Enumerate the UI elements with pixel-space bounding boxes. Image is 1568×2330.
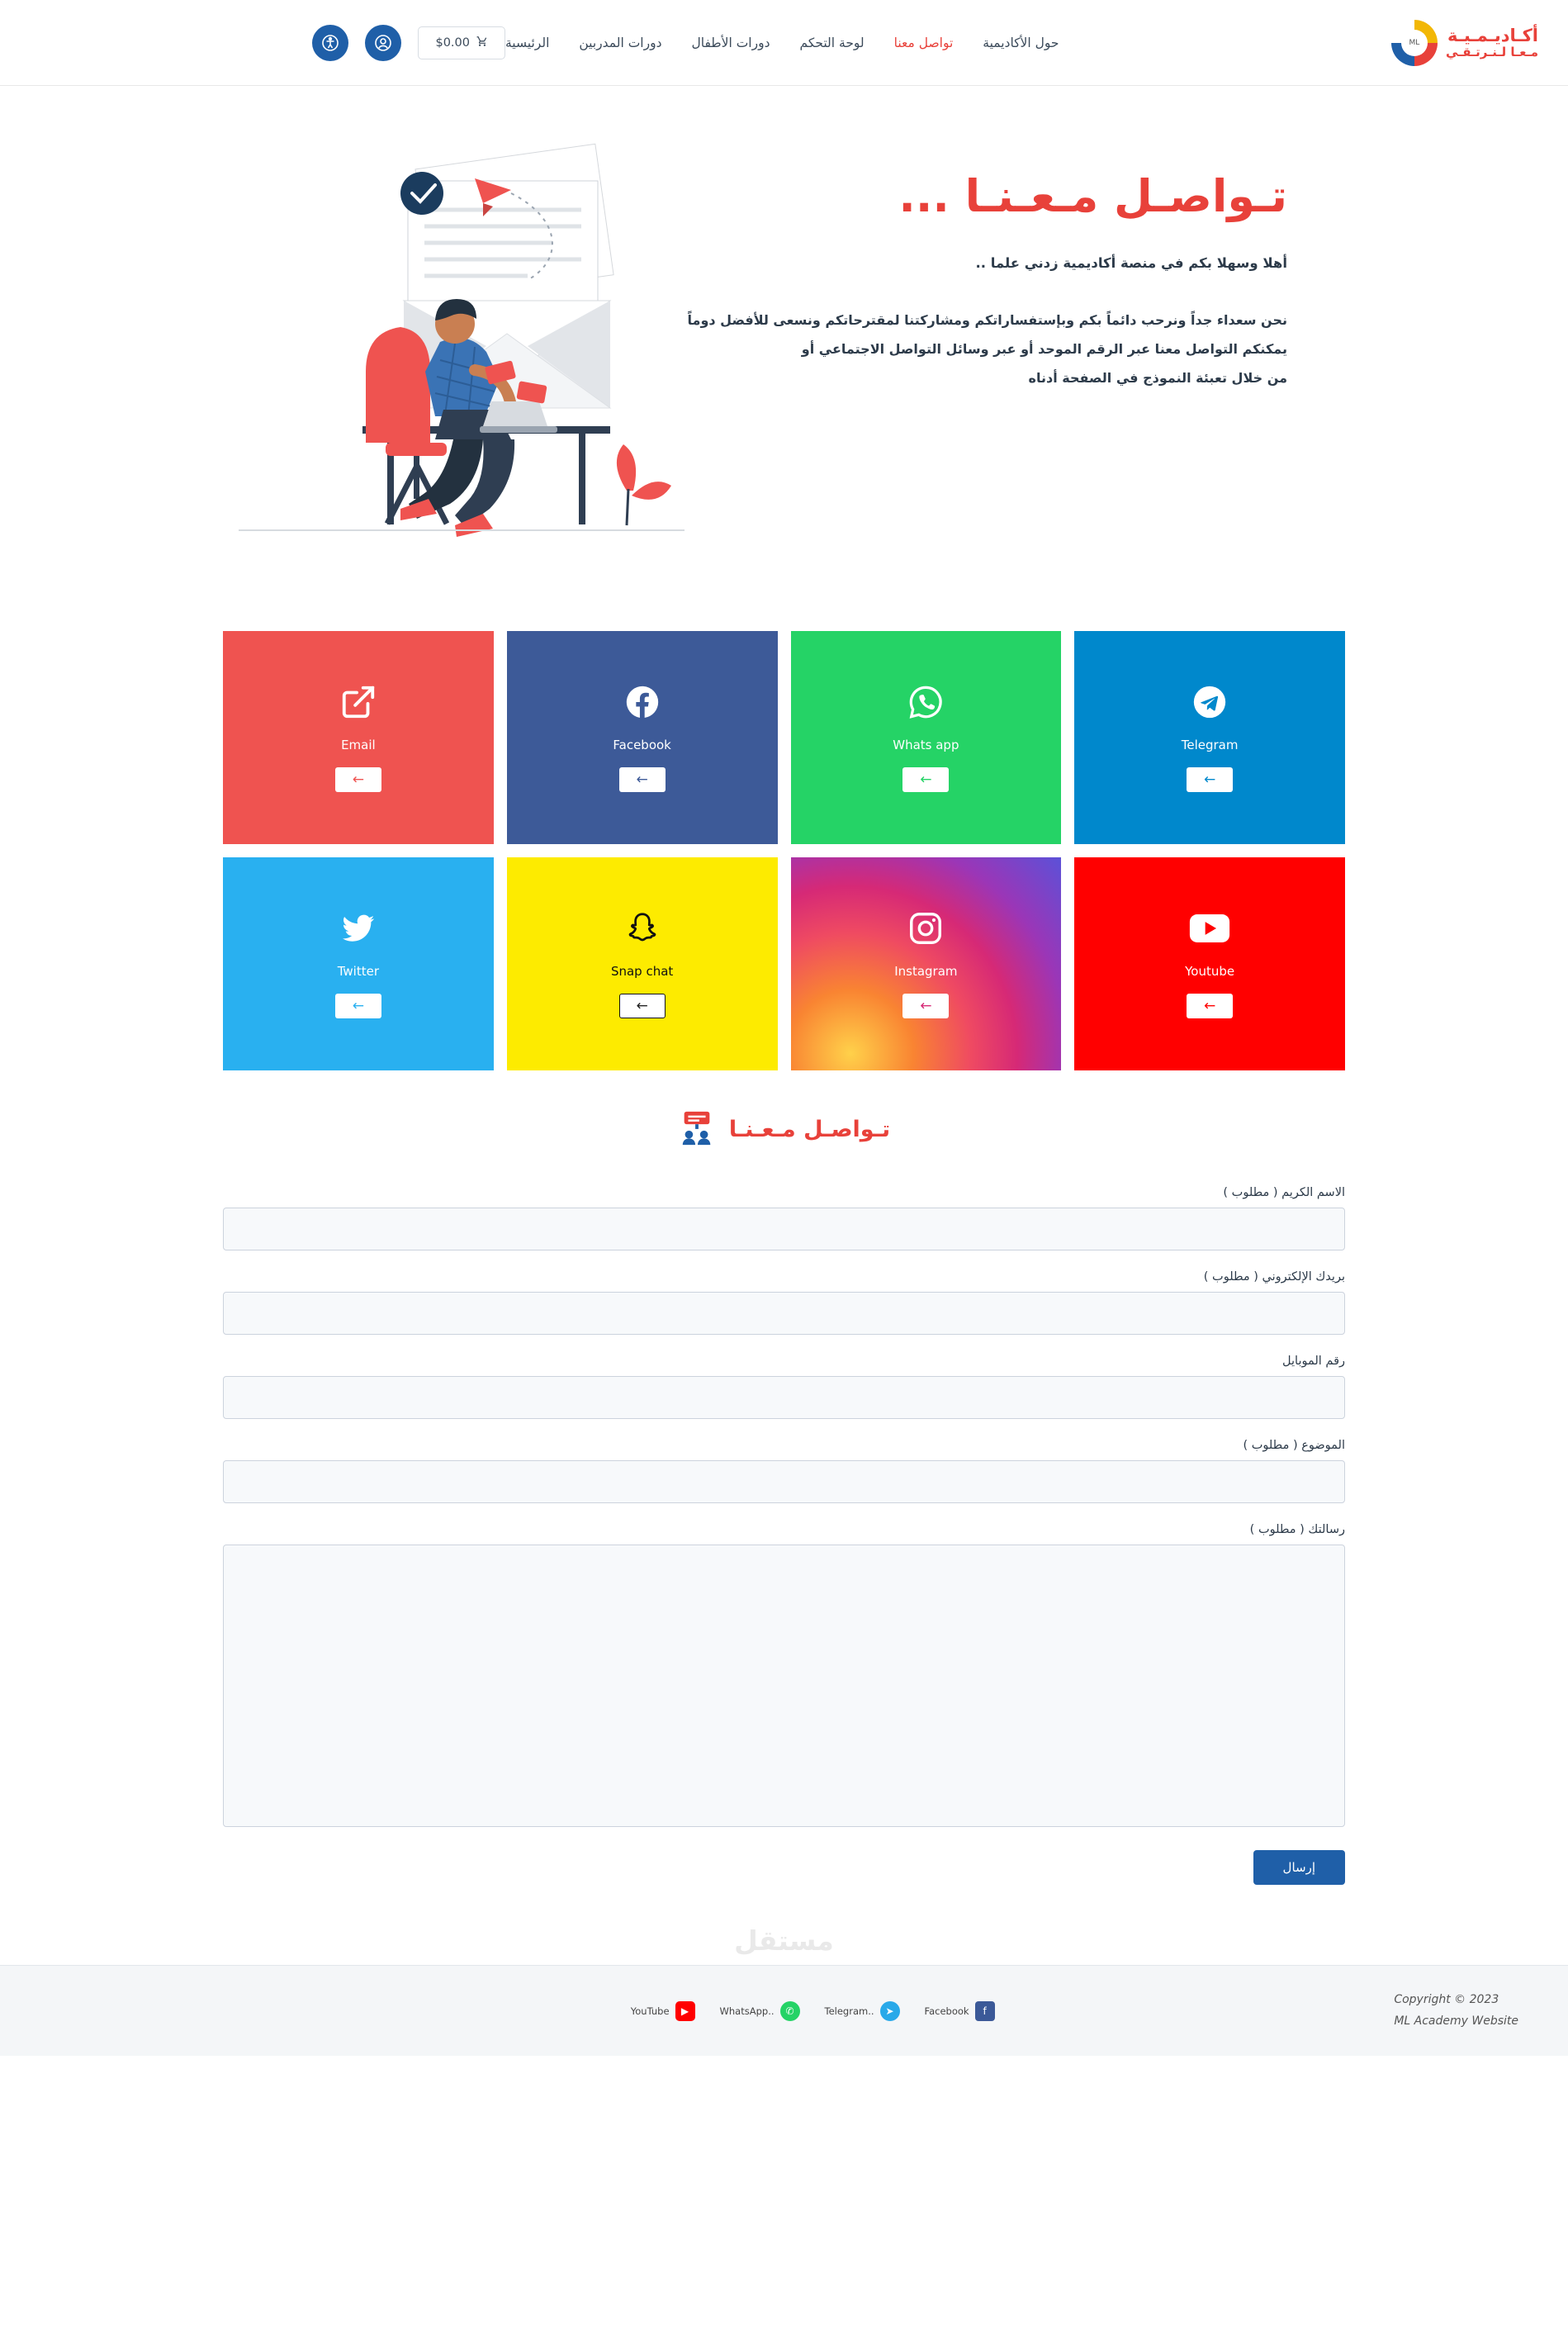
instagram-icon xyxy=(907,909,945,951)
social-card-whatsapp[interactable] xyxy=(791,631,1062,844)
hero-illustration xyxy=(239,135,685,598)
social-label: Facebook xyxy=(613,738,671,752)
message-input[interactable] xyxy=(223,1545,1345,1827)
social-card-telegram[interactable] xyxy=(1074,631,1345,844)
field-label: الاسم الكريم ( مطلوب ) xyxy=(1223,1186,1345,1199)
arrow-left-icon: ← xyxy=(1204,998,1216,1014)
logo-title: أكـاديـمـيـة xyxy=(1447,25,1538,45)
arrow-left-icon: ← xyxy=(352,771,364,788)
arrow-left-icon: ← xyxy=(636,998,648,1014)
field-name xyxy=(223,1186,1345,1250)
main-navigation xyxy=(505,36,1059,50)
field-email xyxy=(223,1270,1345,1335)
contacts-group-icon xyxy=(678,1108,716,1150)
social-card-twitter[interactable] xyxy=(223,857,494,1070)
email-input[interactable] xyxy=(223,1292,1345,1335)
social-arrow-button[interactable] xyxy=(902,994,949,1018)
footer-social-telegram[interactable] xyxy=(825,2001,900,2021)
footer-social-label: YouTube xyxy=(630,2005,670,2017)
facebook-icon: f xyxy=(975,2001,995,2021)
social-arrow-button[interactable] xyxy=(1187,767,1233,792)
field-label: رسالتك ( مطلوب ) xyxy=(1249,1523,1345,1536)
hero-paragraph-3: من خلال تعبئة النموذج في الصفحة أدناه xyxy=(1028,370,1287,387)
watermark: مستقل xyxy=(734,1924,834,1957)
copyright-line-2: ML Academy Website xyxy=(1394,2014,1518,2028)
social-card-youtube[interactable] xyxy=(1074,857,1345,1070)
copyright xyxy=(1394,1990,1518,2031)
nav-item-kids-courses[interactable]: دورات الأطفال xyxy=(691,35,770,50)
page-title: تـواصـل مـعـنـا ... xyxy=(898,170,1287,222)
submit-row xyxy=(223,1850,1345,1885)
social-arrow-button[interactable] xyxy=(1187,994,1233,1018)
nav-item-home[interactable]: الرئيسية xyxy=(505,35,550,50)
social-label: Twitter xyxy=(337,964,380,979)
subject-input[interactable] xyxy=(223,1460,1345,1503)
social-label: Snap chat xyxy=(610,964,674,979)
header-tools xyxy=(312,25,505,61)
cart-icon xyxy=(476,36,488,50)
twitter-icon xyxy=(339,909,377,951)
contact-form-section xyxy=(0,1070,1568,1910)
nav-item-trainer-courses[interactable]: دورات المدربين xyxy=(579,35,662,50)
telegram-icon xyxy=(1191,683,1229,724)
hero-section xyxy=(0,86,1568,598)
social-card-email[interactable] xyxy=(223,631,494,844)
site-header xyxy=(0,0,1568,86)
logo-mark-text: ML xyxy=(1401,30,1428,56)
footer-social-label: WhatsApp.. xyxy=(719,2005,775,2017)
user-circle-icon xyxy=(373,33,393,53)
field-label: الموضوع ( مطلوب ) xyxy=(1243,1439,1345,1452)
field-message xyxy=(223,1523,1345,1830)
youtube-icon xyxy=(1189,909,1230,951)
social-label: Instagram xyxy=(894,964,958,979)
field-subject xyxy=(223,1439,1345,1503)
field-mobile xyxy=(223,1355,1345,1419)
telegram-icon: ➤ xyxy=(880,2001,900,2021)
social-links-section xyxy=(0,598,1568,1070)
social-label: Telegram xyxy=(1181,738,1239,752)
mobile-input[interactable] xyxy=(223,1376,1345,1419)
accessibility-button[interactable] xyxy=(312,25,348,61)
social-card-snapchat[interactable] xyxy=(507,857,778,1070)
logo-subtitle: مـعـا لـنـرتـقـي xyxy=(1445,44,1538,59)
footer-social-label: Facebook xyxy=(924,2005,969,2017)
social-grid xyxy=(223,631,1345,1070)
social-arrow-button[interactable] xyxy=(619,767,666,792)
whatsapp-icon xyxy=(907,683,945,724)
site-footer xyxy=(0,1965,1568,2056)
cart-total: $0.00 xyxy=(435,36,470,50)
hero-lead: أهلا وسهلا بكم في منصة أكاديمية زدني علما .. xyxy=(975,255,1287,271)
footer-social-links xyxy=(631,2001,995,2021)
field-label: بريدك الإلكتروني ( مطلوب ) xyxy=(1203,1270,1345,1284)
social-label: Youtube xyxy=(1185,964,1235,979)
social-arrow-button[interactable] xyxy=(902,767,949,792)
social-label: Whats app xyxy=(893,738,959,752)
social-arrow-button[interactable] xyxy=(619,994,666,1018)
nav-item-dashboard[interactable]: لوحة التحكم xyxy=(799,35,865,50)
whatsapp-icon: ✆ xyxy=(780,2001,800,2021)
arrow-left-icon: ← xyxy=(352,998,364,1014)
external-link-icon xyxy=(339,683,377,724)
youtube-icon: ▶ xyxy=(675,2001,695,2021)
field-label: رقم الموبايل xyxy=(1282,1355,1345,1368)
name-input[interactable] xyxy=(223,1208,1345,1250)
nav-item-contact[interactable]: تواصل معنا xyxy=(893,35,954,50)
snapchat-icon xyxy=(623,909,661,951)
arrow-left-icon: ← xyxy=(636,771,648,788)
social-card-instagram[interactable] xyxy=(791,857,1062,1070)
social-card-facebook[interactable] xyxy=(507,631,778,844)
arrow-left-icon: ← xyxy=(1204,771,1216,788)
logo-mark-icon xyxy=(1391,20,1438,66)
accessibility-icon xyxy=(320,33,340,53)
hero-paragraph-1: نحن سعداء جداً ونرحب دائماً بكم وبإستفساراتكم ومشاركتنا لمقترحاتكم ونسعى للأفضل دوماً xyxy=(687,312,1287,328)
footer-social-whatsapp[interactable] xyxy=(720,2001,800,2021)
form-heading-text: تـواصـل مـعـنـا xyxy=(728,1116,891,1142)
nav-item-about[interactable]: حول الأكاديمية xyxy=(983,35,1059,50)
form-heading xyxy=(223,1108,1345,1150)
hero-paragraph-2: يمكنكم التواصل معنا عبر الرقم الموحد أو عبر وسائل التواصل الاجتماعي أو xyxy=(801,341,1287,358)
facebook-icon xyxy=(623,683,661,724)
arrow-left-icon: ← xyxy=(920,998,932,1014)
copyright-line-1: Copyright © 2023 xyxy=(1394,1993,1499,2007)
footer-social-label: Telegram.. xyxy=(824,2005,874,2017)
social-arrow-button[interactable] xyxy=(335,994,381,1018)
hero-text-block xyxy=(685,135,1287,393)
social-arrow-button[interactable] xyxy=(335,767,381,792)
social-label: Email xyxy=(341,738,376,752)
account-button[interactable] xyxy=(365,25,401,61)
footer-social-facebook[interactable] xyxy=(925,2001,995,2021)
submit-button[interactable]: إرسال xyxy=(1253,1850,1345,1885)
contact-illustration-icon xyxy=(239,135,685,598)
cart-button[interactable] xyxy=(418,26,505,59)
site-logo[interactable] xyxy=(1391,20,1538,66)
arrow-left-icon: ← xyxy=(920,771,932,788)
footer-social-youtube[interactable] xyxy=(631,2001,695,2021)
logo-text xyxy=(1446,26,1538,59)
